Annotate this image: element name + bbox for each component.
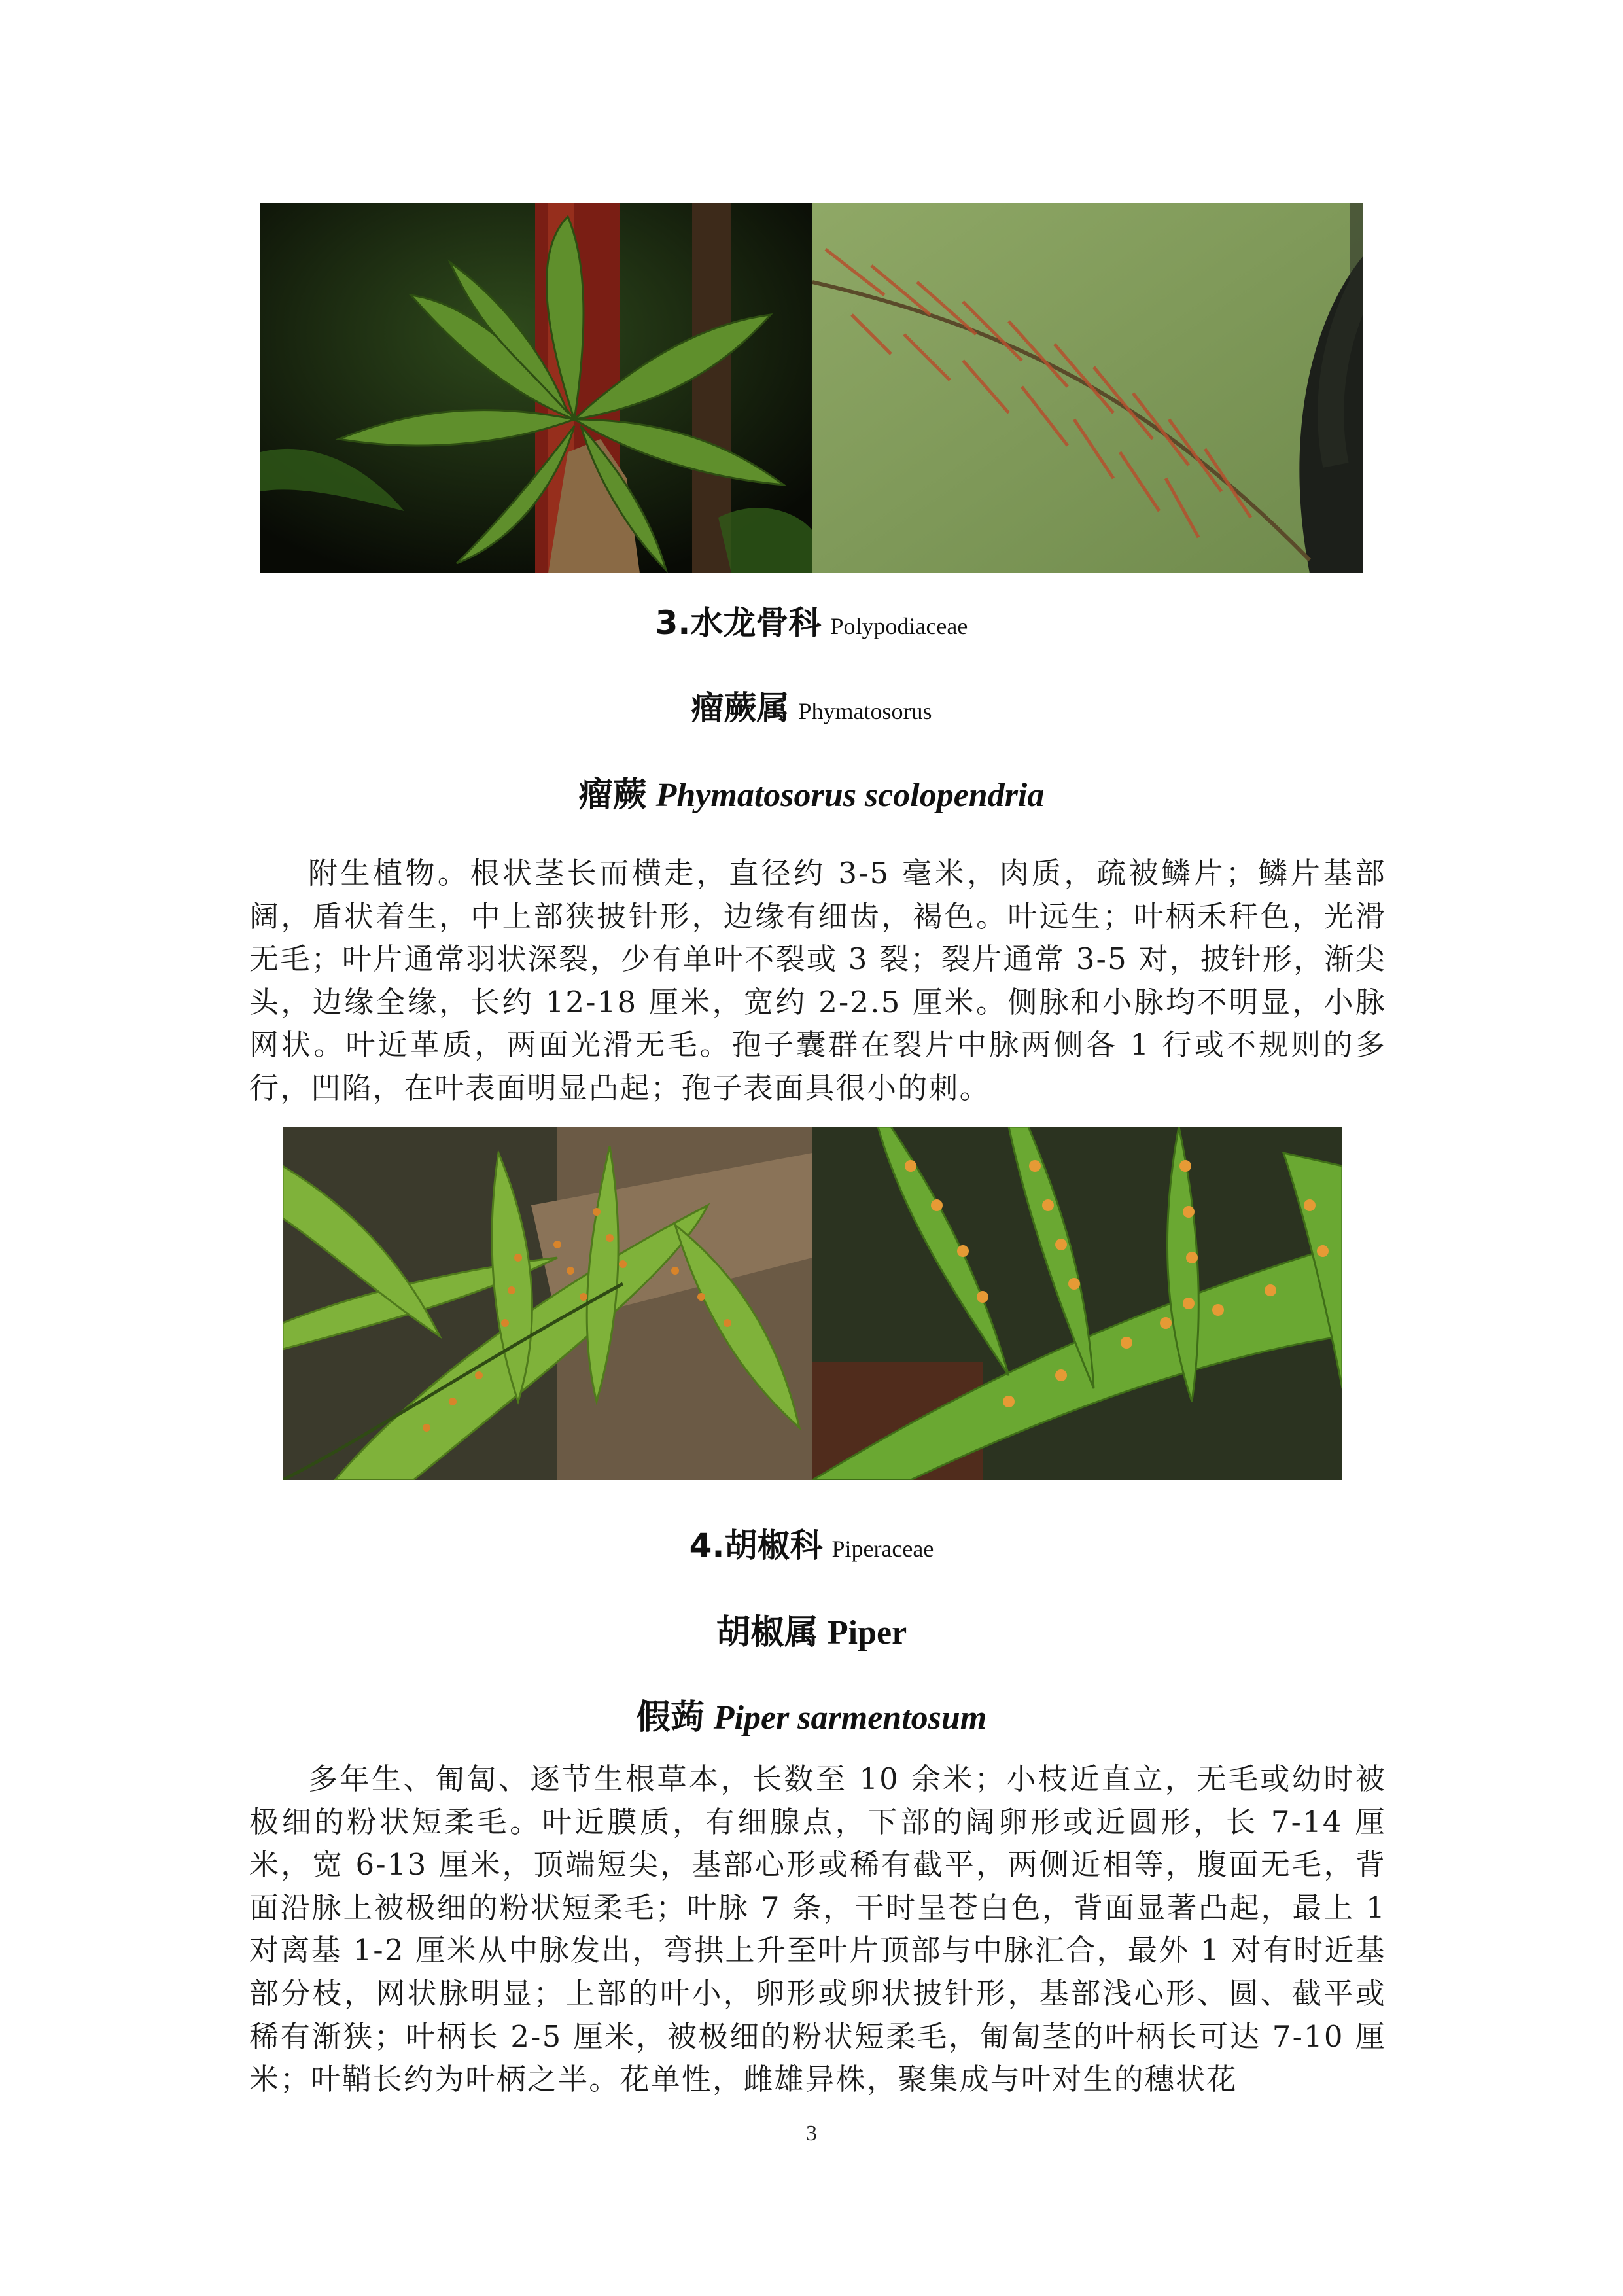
section-2-genus-heading: 胡椒属 Piper [716, 1613, 907, 1652]
page-number: 3 [806, 2121, 817, 2146]
photo-round-sori-closeup [812, 1127, 1342, 1480]
section-2-family-heading: 4.胡椒科 Piperaceae [689, 1527, 934, 1564]
section-1-description: 附生植物。根状茎长而横走，直径约 3-5 毫米，肉质，疏被鳞片；鳞片基部阔，盾状着生，中上部狭披针形，边缘有细齿，褐色。叶远生；叶柄禾秆色，光滑无毛；叶片通常羽状深裂，少有单叶不裂或 3 裂；裂片通常 3-5 对，披针形，渐尖头，边缘全缘，长约 12-18 厘米，宽约 2-2.5 厘米。侧脉和小脉均不明显，小脉网状。叶近革质，两面光滑无毛。孢子囊群在裂片中脉两侧各 1 行或不规则的多行，凹陷，在叶表面明显凸起；孢子表面具很小的刺。 [249, 856, 1386, 1105]
section-1-family-heading: 3.水龙骨科 Polypodiaceae [655, 604, 968, 642]
section-1-genus-heading: 瘤蕨属 Phymatosorus [691, 689, 932, 727]
section-1-species-heading: 瘤蕨 Phymatosorus scolopendria [578, 775, 1045, 815]
photo-fern-on-tree [260, 203, 812, 573]
photo-lobed-fronds [283, 1127, 812, 1480]
photo-frond-sori-lines [812, 203, 1363, 573]
section-2-description: 多年生、匍匐、逐节生根草本，长数至 10 余米；小枝近直立，无毛或幼时被极细的粉状短柔毛。叶近膜质，有细腺点，下部的阔卵形或近圆形，长 7-14 厘米，宽 6-13 厘米，顶端短尖，基部心形或稀有截平，两侧近相等，腹面无毛，背面沿脉上被极细的粉状短柔毛；叶脉 7 条，干时呈苍白色，背面显著凸起，最上 1 对离基 1-2 厘米从中脉发出，弯拱上升至叶片顶部与中脉汇合，最外 1 对有时近基部分枝，网状脉明显；上部的叶小，卵形或卵状披针形，基部浅心形、圆、截平或稀有渐狭；叶柄长 2-5 厘米，被极细的粉状短柔毛，匍匐茎的叶柄长可达 7-10 厘米；叶鞘长约为叶柄之半。花单性，雌雄异株，聚集成与叶对生的穗状花 [249, 1761, 1386, 2097]
section-2-species-heading: 假蒟 Piper sarmentosum [636, 1698, 987, 1737]
